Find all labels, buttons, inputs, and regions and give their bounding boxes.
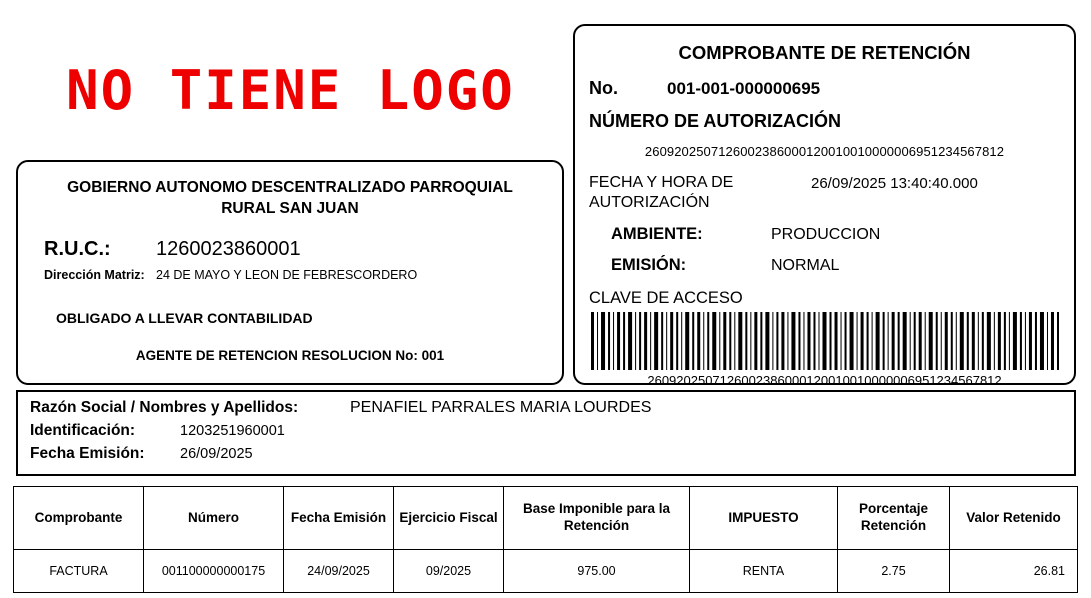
issuer-name: GOBIERNO AUTONOMO DESCENTRALIZADO PARROQUIAL RURAL SAN JUAN [67, 179, 513, 217]
issuer-accounting-note: OBLIGADO A LLEVAR CONTABILIDAD [56, 309, 313, 326]
authorization-number: 2609202507126002386000120010010000006951234567812 [644, 144, 1005, 159]
environment-value: PRODUCCION [771, 226, 881, 243]
cell-comprobante: FACTURA [14, 550, 144, 593]
emission-row [589, 256, 1060, 275]
issuer-ruc-row [32, 238, 548, 261]
col-numero: Número [144, 487, 284, 550]
buyer-date-row [30, 445, 1062, 463]
cell-impuesto: RENTA [690, 550, 838, 593]
cell-base-imponible: 975.00 [504, 550, 690, 593]
cell-numero: 001100000000175 [144, 550, 284, 593]
table-header-row [14, 487, 1078, 550]
receipt-info-box [573, 24, 1076, 388]
cell-valor-retenido: 26.81 [950, 550, 1078, 593]
issuer-address-row [32, 267, 548, 284]
table-row [14, 550, 1078, 593]
buyer-date-value: 26/09/2025 [180, 446, 253, 462]
emission-value: NORMAL [771, 257, 840, 274]
barcode-image [589, 312, 1060, 370]
environment-row [589, 225, 1060, 244]
emission-label: EMISIÓN: [611, 256, 687, 274]
col-valor-retenido: Valor Retenido [950, 487, 1078, 550]
cell-porcentaje-retencion: 2.75 [838, 550, 950, 593]
col-base-imponible: Base Imponible para la Retención [504, 487, 690, 550]
receipt-number-value: 001-001-000000695 [667, 79, 821, 98]
issuer-ruc-label: R.U.C.: [44, 237, 111, 260]
authorization-date-value: 26/09/2025 13:40:40.000 [811, 175, 978, 192]
issuer-info-box [16, 160, 564, 385]
authorization-date-row [589, 173, 1060, 213]
cell-fecha-emision: 24/09/2025 [284, 550, 394, 593]
logo-placeholder [18, 50, 563, 130]
authorization-date-label: FECHA Y HORA DE AUTORIZACIÓN [589, 174, 734, 211]
buyer-name-label: Razón Social / Nombres y Apellidos: [30, 399, 299, 416]
issuer-agent-note: AGENTE DE RETENCION RESOLUCION No: 001 [135, 347, 445, 363]
access-key-label: CLAVE DE ACCESO [589, 289, 743, 307]
col-porcentaje-retencion: Porcentaje Retención [838, 487, 950, 550]
cell-ejercicio-fiscal: 09/2025 [394, 550, 504, 593]
issuer-ruc-value: 1260023860001 [156, 237, 301, 260]
buyer-name-value: PENAFIEL PARRALES MARIA LOURDES [350, 399, 652, 416]
buyer-date-label: Fecha Emisión: [30, 445, 145, 462]
environment-label: AMBIENTE: [611, 225, 703, 243]
col-ejercicio-fiscal: Ejercicio Fiscal [394, 487, 504, 550]
buyer-name-row [30, 399, 1062, 417]
receipt-title: COMPROBANTE DE RETENCIÓN [678, 42, 971, 63]
col-fecha-emision: Fecha Emisión [284, 487, 394, 550]
col-comprobante: Comprobante [14, 487, 144, 550]
col-impuesto: IMPUESTO [690, 487, 838, 550]
retention-detail-table [13, 486, 1078, 593]
issuer-address-value: 24 DE MAYO Y LEON DE FEBRESCORDERO [156, 267, 418, 282]
access-key-value: 2609202507126002386000120010010000006951234567812 [647, 373, 1002, 388]
buyer-info-box [16, 390, 1076, 476]
buyer-id-label: Identificación: [30, 422, 136, 439]
authorization-title: NÚMERO DE AUTORIZACIÓN [589, 111, 841, 131]
buyer-id-row [30, 422, 1062, 440]
receipt-number-label: No. [589, 78, 618, 98]
issuer-address-label: Dirección Matriz: [44, 267, 145, 282]
logo-text: NO TIENE LOGO [66, 58, 515, 122]
receipt-number-row [589, 78, 1060, 99]
buyer-id-value: 1203251960001 [180, 423, 285, 439]
